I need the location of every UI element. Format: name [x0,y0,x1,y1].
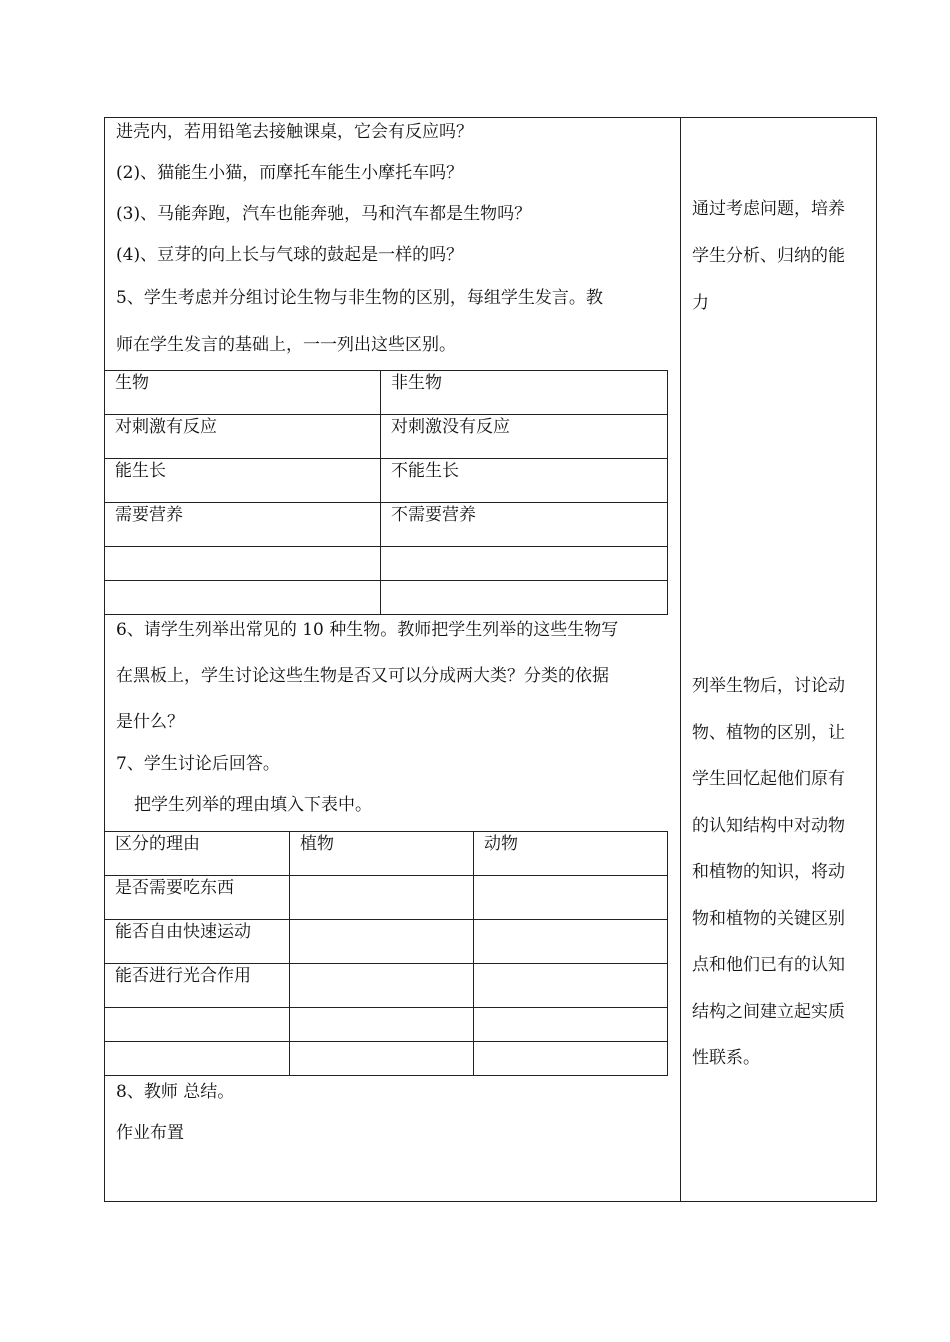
teaching-note [692,197,872,338]
table-cell: 能否进行光合作用 [105,964,290,1008]
table-row [105,1042,668,1076]
table-cell [474,920,668,964]
table-cell: 对刺激没有反应 [381,415,668,459]
table-cell [474,876,668,920]
table-cell: 不能生长 [381,459,668,503]
table-cell: 是否需要吃东西 [105,876,290,920]
table-header-row [105,832,668,876]
text-line: 进壳内，若用铅笔去接触课桌，它会有反应吗？ [116,122,473,142]
text-line: 在黑板上，学生讨论这些生物是否又可以分成两大类？分类的依据 [116,666,609,686]
living-vs-nonliving-table [104,370,668,615]
note-line: 的认知结构中对动物 [692,815,845,836]
teaching-note [692,674,872,1093]
note-line: 力 [692,293,709,313]
note-line: 和植物的知识，将动 [692,862,845,882]
text-line: 把学生列举的理由填入下表中。 [134,795,372,815]
table-row [105,503,668,547]
table-cell [105,547,381,581]
table-cell [474,1042,668,1076]
note-line: 学生回忆起他们原有 [692,769,845,789]
text-line: 作业布置 [116,1123,184,1143]
table-row [105,1008,668,1042]
text-line: (3)、马能奔跑，汽车也能奔驰，马和汽车都是生物吗？ [116,204,532,224]
note-line: 物、植物的区别，让 [692,722,845,743]
table-cell [474,1008,668,1042]
table-row [105,581,668,615]
table-cell [105,581,381,615]
text-line: 8、教师 总结。 [116,1082,235,1102]
table-header-cell: 动物 [474,832,668,876]
table-cell [105,1008,290,1042]
table-cell [290,964,474,1008]
table-cell [381,547,668,581]
table-cell: 能否自由快速运动 [105,920,290,964]
table-header-row [105,371,668,415]
note-line: 点和他们已有的认知 [692,955,845,975]
text-line: 是什么？ [116,712,184,732]
table-cell [290,1008,474,1042]
table-cell [290,876,474,920]
note-line: 物和植物的关键区别 [692,908,845,929]
table-cell [381,581,668,615]
text-line: (4)、豆芽的向上长与气球的鼓起是一样的吗？ [116,245,464,265]
note-line: 通过考虑问题，培养 [692,199,845,219]
table-cell [290,1042,474,1076]
table-cell [290,920,474,964]
table-cell [105,1042,290,1076]
table-cell: 需要营养 [105,503,381,547]
table-cell: 不需要营养 [381,503,668,547]
table-header-cell: 区分的理由 [105,832,290,876]
text-line: 7、学生讨论后回答。 [116,754,280,774]
table-row [105,415,668,459]
table-row [105,547,668,581]
column-divider [680,117,681,1202]
note-line: 性联系。 [692,1048,760,1068]
table-cell [474,964,668,1008]
table-header-cell: 非生物 [381,371,668,415]
table-row [105,459,668,503]
text-line: 6、请学生列举出常见的 10 种生物。教师把学生列举的这些生物写 [116,620,619,640]
table-cell: 能生长 [105,459,381,503]
text-line: 师在学生发言的基础上，一一列出这些区别。 [116,335,456,355]
table-row [105,964,668,1008]
table-row [105,876,668,920]
table-row [105,920,668,964]
table-header-cell: 生物 [105,371,381,415]
text-line: 5、学生考虑并分组讨论生物与非生物的区别，每组学生发言。教 [116,288,603,308]
note-line: 列举生物后，讨论动 [692,676,845,696]
table-cell: 对刺激有反应 [105,415,381,459]
table-header-cell: 植物 [290,832,474,876]
note-line: 学生分析、归纳的能 [692,246,845,266]
note-line: 结构之间建立起实质 [692,1001,845,1022]
plant-vs-animal-table [104,831,668,1076]
text-line: (2)、猫能生小猫，而摩托车能生小摩托车吗？ [116,163,464,183]
